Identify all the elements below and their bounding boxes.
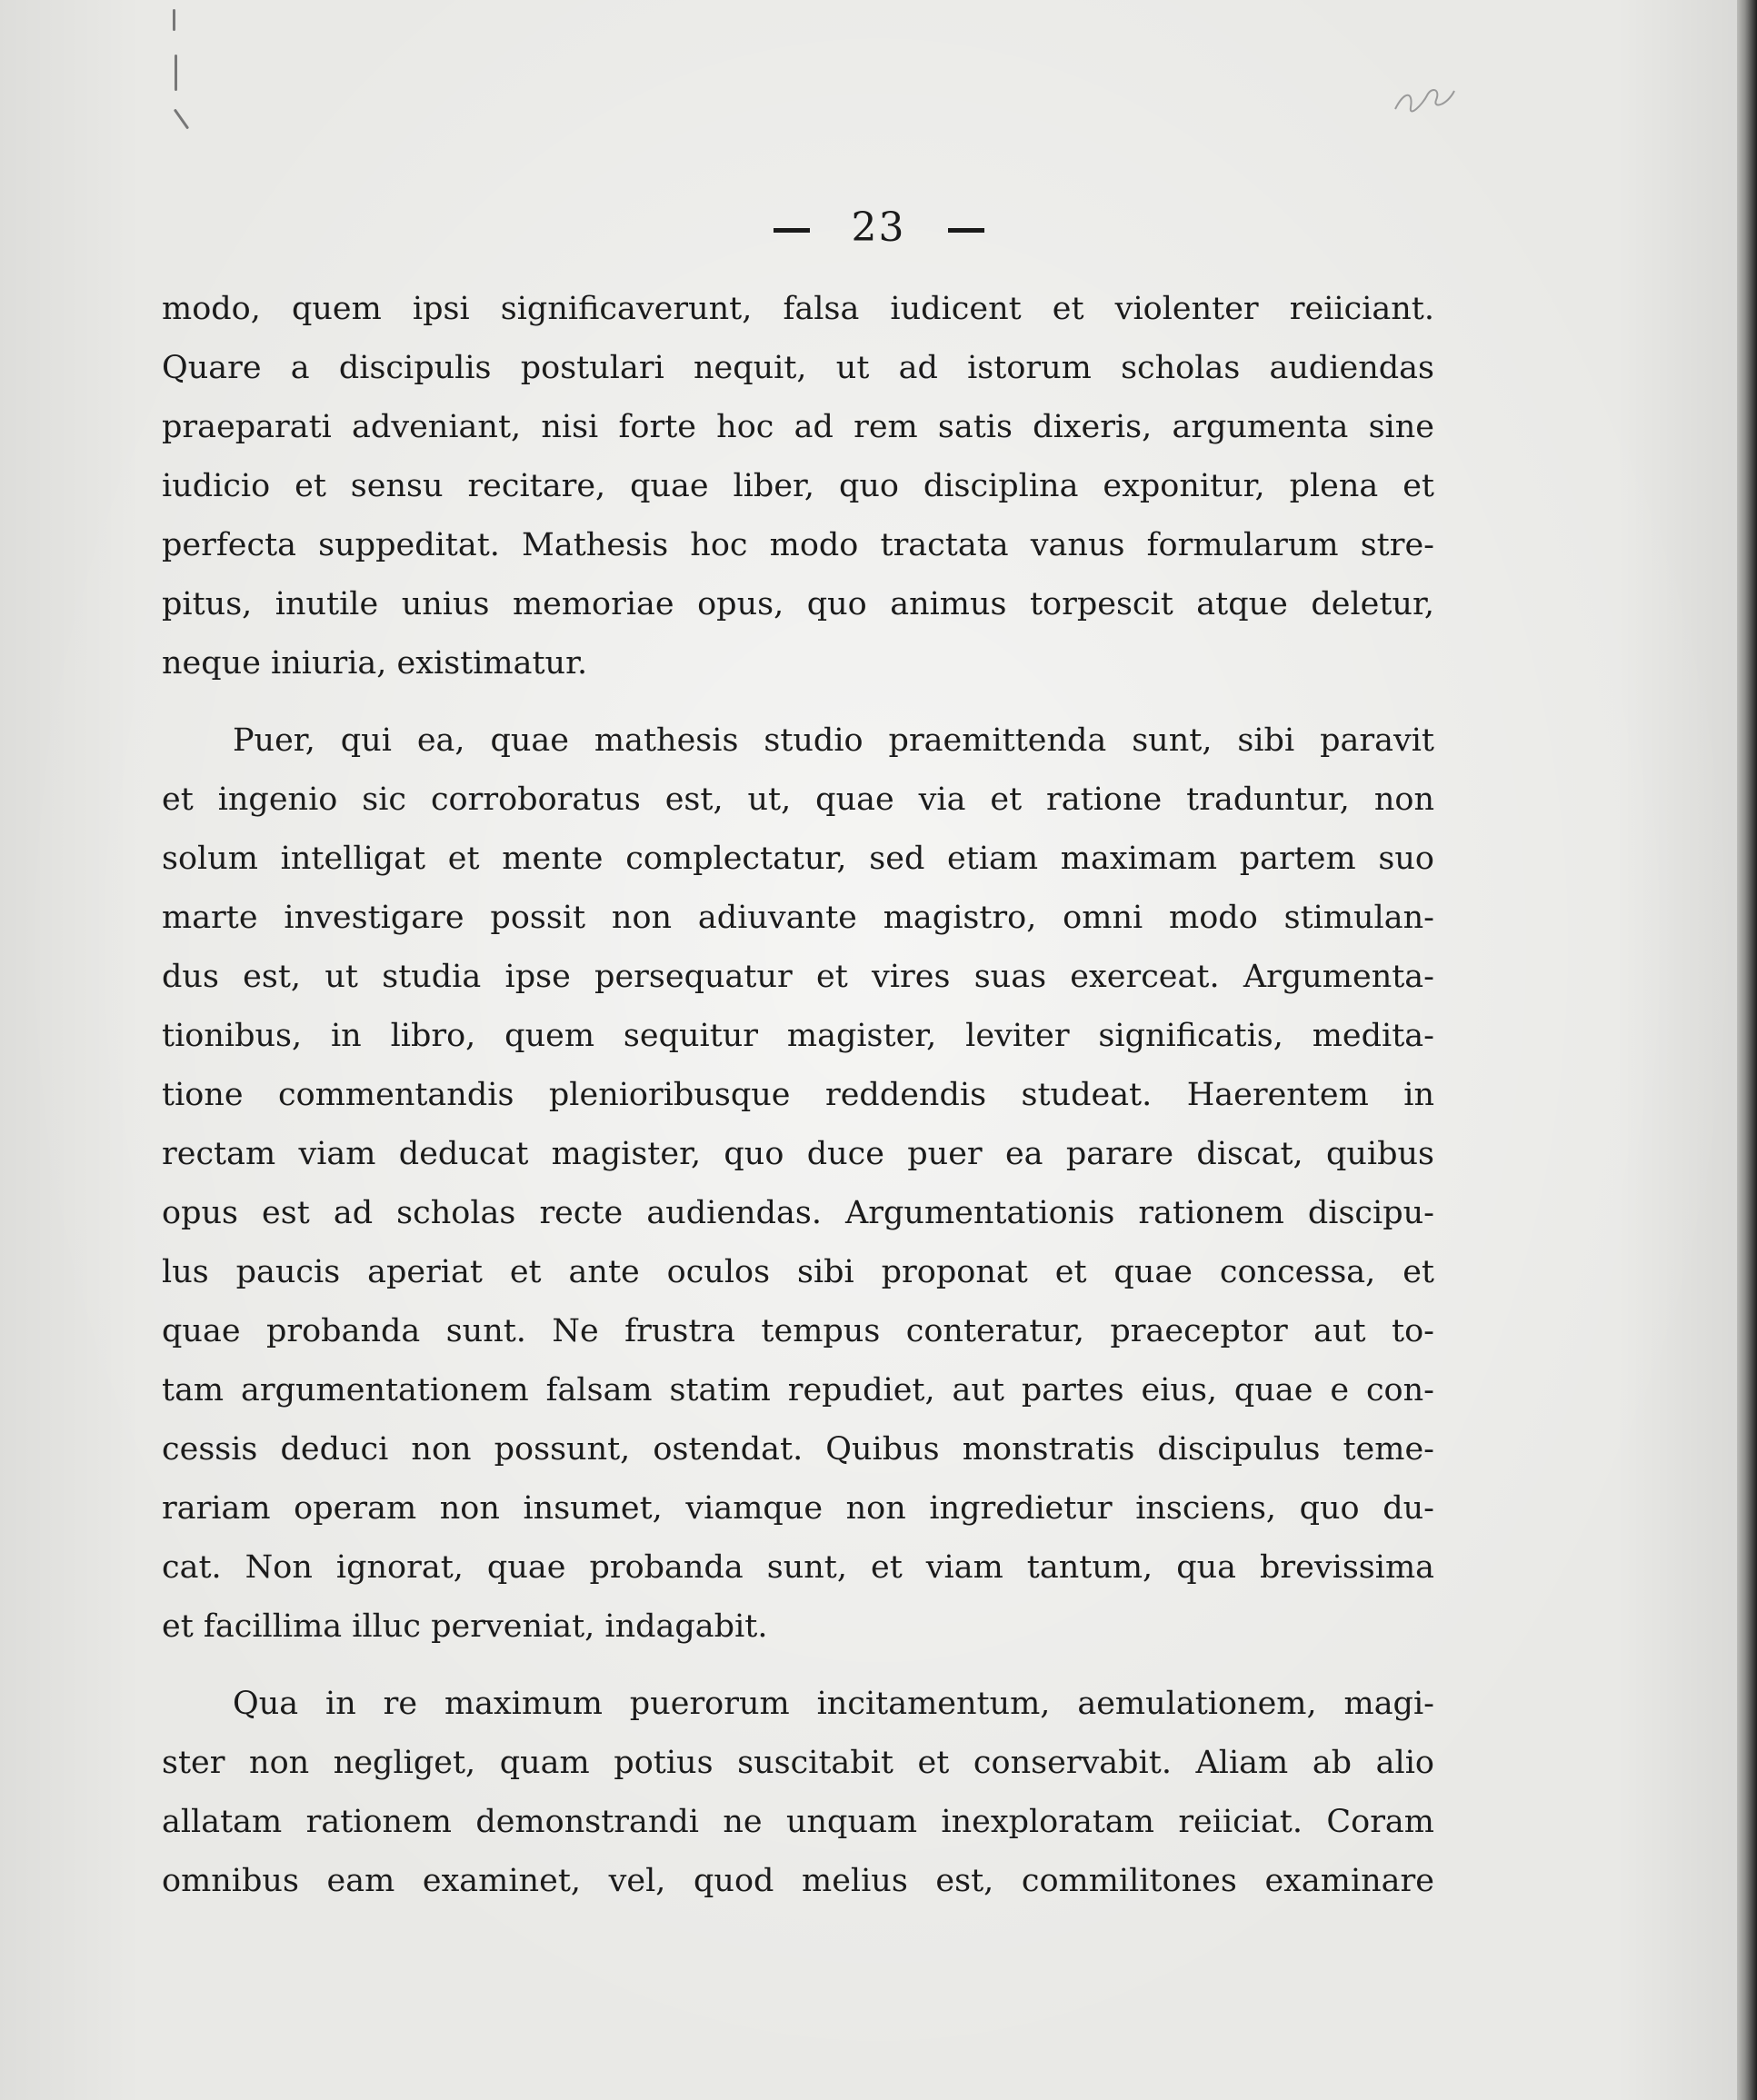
text-line: tam argumentationem falsam statim repudiet, aut partes eius, quae e con- xyxy=(162,1372,1434,1408)
text-line: cat. Non ignorat, quae probanda sunt, et viam tantum, qua brevissima xyxy=(162,1549,1434,1586)
page-number: 23 xyxy=(851,204,906,251)
margin-mark xyxy=(173,9,175,31)
paragraph xyxy=(162,280,1434,693)
text-line: cessis deduci non possunt, ostendat. Quibus monstratis discipulus teme- xyxy=(162,1431,1434,1468)
text-line: pitus, inutile unius memoriae opus, quo animus torpescit atque deletur, xyxy=(162,586,1434,622)
text-line: marte investigare possit non adiuvante magistro, omni modo stimulan- xyxy=(162,900,1434,936)
text-line: tionibus, in libro, quem sequitur magister, leviter significatis, medita- xyxy=(162,1018,1434,1054)
text-line: et facillima illuc perveniat, indagabit. xyxy=(162,1608,768,1645)
text-line: perfecta suppeditat. Mathesis hoc modo tractata vanus formularum stre- xyxy=(162,527,1434,563)
header-dash xyxy=(774,228,810,233)
margin-mark xyxy=(174,108,189,129)
text-line: Quare a discipulis postulari nequit, ut ad istorum scholas audiendas xyxy=(162,350,1434,386)
text-line: et ingenio sic corroboratus est, ut, quae via et ratione traduntur, non xyxy=(162,781,1434,818)
text-line: dus est, ut studia ipse persequatur et vires suas exerceat. Argumenta- xyxy=(162,959,1434,995)
text-line: solum intelligat et mente complectatur, sed etiam maximam partem suo xyxy=(162,841,1434,877)
text-line: rariam operam non insumet, viamque non ingredietur insciens, quo du- xyxy=(162,1490,1434,1527)
text-line: praeparati adveniant, nisi forte hoc ad rem satis dixeris, argumenta sine xyxy=(162,409,1434,445)
text-line: ster non negliget, quam potius suscitabit et conservabit. Aliam ab alio xyxy=(162,1745,1434,1781)
paragraph xyxy=(162,1675,1434,1911)
page-header xyxy=(0,204,1757,251)
text-line: modo, quem ipsi significaverunt, falsa iudicent et violenter reiiciant. xyxy=(162,291,1434,327)
pencil-scribble-icon xyxy=(1391,73,1463,127)
text-line: Puer, qui ea, quae mathesis studio praemittenda sunt, sibi paravit xyxy=(233,722,1434,759)
text-line: allatam rationem demonstrandi ne unquam inexploratam reiiciat. Coram xyxy=(162,1804,1434,1840)
text-line: lus paucis aperiat et ante oculos sibi proponat et quae concessa, et xyxy=(162,1254,1434,1290)
text-line: iudicio et sensu recitare, quae liber, quo disciplina exponitur, plena et xyxy=(162,468,1434,504)
body-text xyxy=(162,280,1434,1911)
text-line: opus est ad scholas recte audiendas. Argumentationis rationem discipu- xyxy=(162,1195,1434,1231)
page-edge-shadow xyxy=(1737,0,1757,2100)
paragraph xyxy=(162,712,1434,1657)
text-line: omnibus eam examinet, vel, quod melius est, commilitones examinare xyxy=(162,1863,1434,1899)
margin-mark xyxy=(175,55,177,91)
text-line: neque iniuria, existimatur. xyxy=(162,645,588,682)
header-dash xyxy=(948,228,984,233)
text-line: quae probanda sunt. Ne frustra tempus conteratur, praeceptor aut to- xyxy=(162,1313,1434,1349)
text-line: rectam viam deducat magister, quo duce puer ea parare discat, quibus xyxy=(162,1136,1434,1172)
text-line: Qua in re maximum puerorum incitamentum, aemulationem, magi- xyxy=(233,1686,1434,1722)
text-line: tione commentandis plenioribusque reddendis studeat. Haerentem in xyxy=(162,1077,1434,1113)
